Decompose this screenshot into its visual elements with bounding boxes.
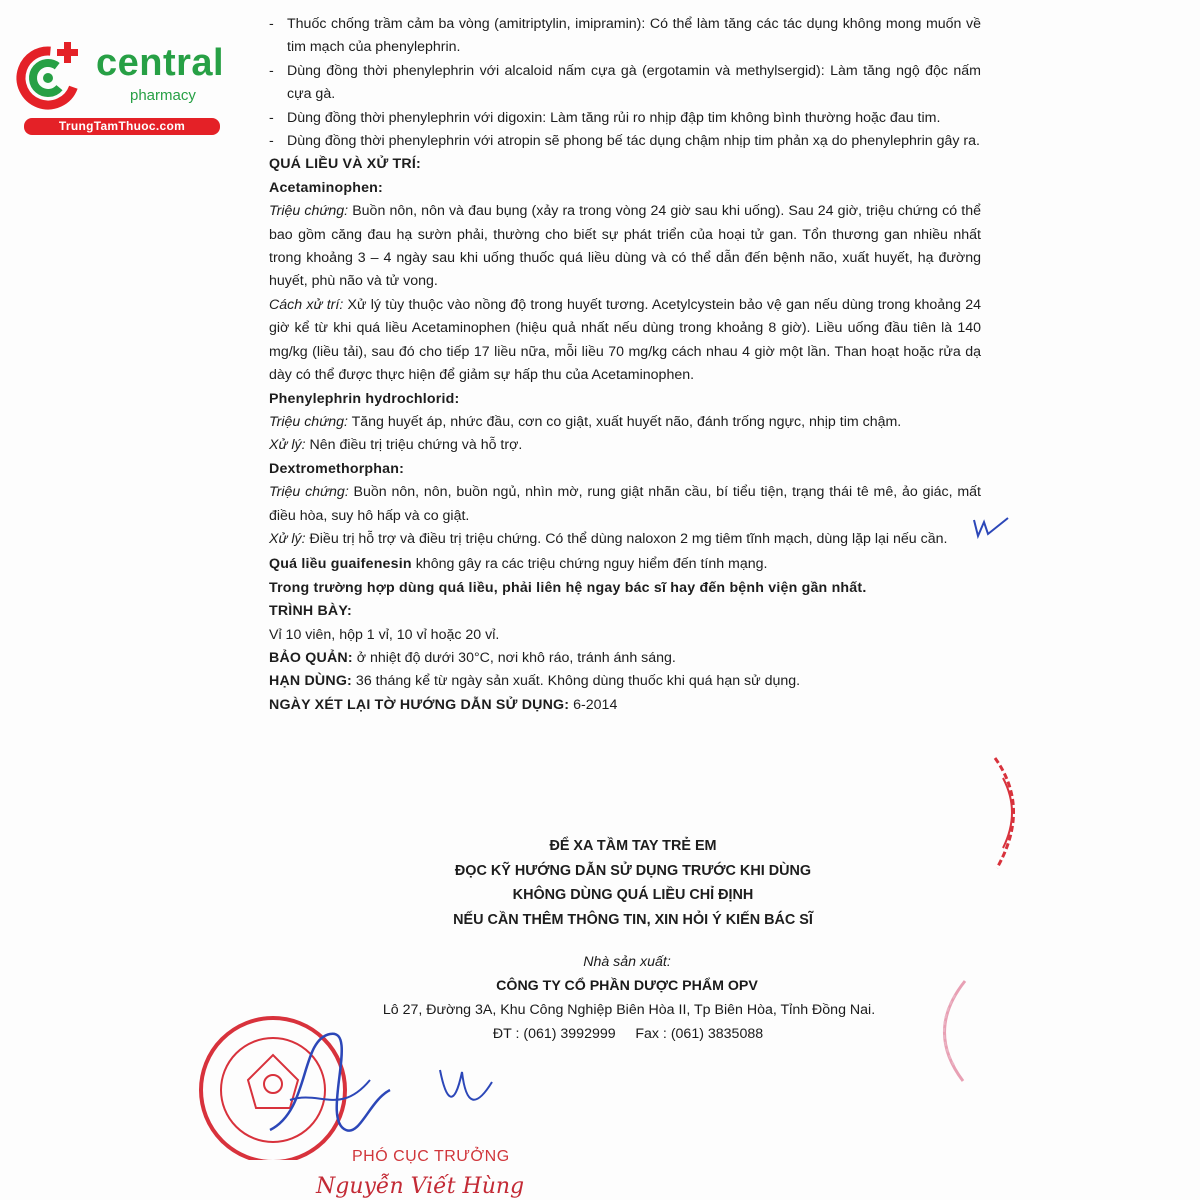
phenylephrin-symptoms — [269, 411, 981, 434]
pharmacy-cross-icon — [12, 38, 88, 114]
guaifenesin-label: Quá liều guaifenesin — [269, 556, 412, 573]
warning-line: ĐỂ XA TẦM TAY TRẺ EM — [549, 838, 717, 854]
interaction-text: Dùng đồng thời phenylephrin với atropin sẽ phong bế tác dụng chậm nhịp tim phản xạ do phenylephrin gây ra. — [287, 133, 980, 150]
guaifenesin-text: không gây ra các triệu chứng nguy hiểm đến tính mạng. — [411, 556, 768, 573]
treatment-label: Xử lý: — [269, 437, 306, 454]
list-item: - Dùng đồng thời phenylephrin với atropin sẽ phong bế tác dụng chậm nhịp tim phản xạ do phenylephrin gây ra. — [269, 130, 981, 153]
manufacturer-address: Lô 27, Đường 3A, Khu Công Nghiệp Biên Hòa II, Tp Biên Hòa, Tỉnh Đồng Nai. — [382, 1002, 876, 1018]
manufacturer-phone: ĐT : (061) 3992999 Fax : (061) 3835088 — [492, 1026, 764, 1042]
central-pharmacy-logo[interactable] — [12, 38, 225, 138]
leaflet-body — [269, 13, 981, 717]
logo-tagline: pharmacy — [130, 87, 196, 104]
signature-icon — [250, 1020, 400, 1150]
manufacturer-name: CÔNG TY CỔ PHẦN DƯỢC PHẨM OPV — [496, 978, 758, 994]
signatory-title: PHÓ CỤC TRƯỞNG — [352, 1148, 510, 1165]
presentation-heading: TRÌNH BÀY: — [269, 603, 352, 620]
expiry-line — [269, 670, 981, 693]
overdose-advice: Trong trường hợp dùng quá liều, phải liên hệ ngay bác sĩ hay đến bệnh viện gần nhất. — [269, 579, 867, 596]
phenylephrin-title: Phenylephrin hydrochlorid: — [269, 390, 460, 407]
manufacturer-label: Nhà sản xuất: — [583, 954, 671, 970]
list-item: - Dùng đồng thời phenylephrin với alcaloid nấm cựa gà (ergotamin và methylsergid): Làm tăng ngộ độc nấm cựa gà. — [269, 60, 981, 107]
logo-brand: central — [96, 42, 225, 84]
storage-line — [269, 647, 981, 670]
dextromethorphan-symptoms — [269, 481, 981, 528]
guaifenesin-note — [269, 553, 981, 576]
dextromethorphan-title: Dextromethorphan: — [269, 460, 405, 477]
overdose-heading: QUÁ LIỀU VÀ XỬ TRÍ: — [269, 156, 421, 173]
symptom-label: Triệu chứng: — [269, 413, 348, 430]
treatment-text: Nên điều trị triệu chứng và hỗ trợ. — [305, 437, 523, 454]
initial-signature-icon — [432, 1060, 502, 1116]
signatory-name: Nguyễn Viết Hùng — [316, 1174, 525, 1199]
symptom-label: Triệu chứng: — [269, 203, 349, 220]
acetaminophen-symptoms — [269, 200, 981, 294]
presentation-text: Vỉ 10 viên, hộp 1 vỉ, 10 vỉ hoặc 20 vỉ. — [269, 626, 500, 643]
phenylephrin-treatment — [269, 434, 981, 457]
review-date-text: 6-2014 — [569, 696, 618, 713]
faint-stamp-icon — [915, 975, 975, 1090]
treatment-text: Xử lý tùy thuộc vào nồng độ trong huyết tương. Acetylcystein bảo vệ gan nếu dùng trong khoảng 24 giờ kể từ khi quá liều Acetaminophen (hiệu quả nhất nếu dùng trong khoảng 8 giờ). Liều uống đầu tiên là 140 mg/kg (liều tải), sau đó cho tiếp 17 liều nữa, mỗi liều 70 mg/kg cách nhau 4 giờ một lần. Than hoạt hoặc rửa dạ dày có thể được thực hiện để giảm sự hấp thu của Acetaminophen. — [269, 296, 981, 384]
symptom-text: Buồn nôn, nôn và đau bụng (xảy ra trong vòng 24 giờ sau khi uống). Sau 24 giờ, triệu chứng có thể bao gồm căng đau hạ sườn phải, thường cho biết sự phát triển của hoại tử gan. Tổn thương gan nhiều nhất trong khoảng 3 – 4 ngày sau khi uống thuốc quá liều dùng và có thể dẫn đến bệnh não, xuất huyết, hạ đường huyết, phù não và tử vong. — [269, 203, 981, 290]
review-date-line — [269, 694, 981, 717]
list-item: - Thuốc chống trầm cảm ba vòng (amitriptylin, imipramin): Có thể làm tăng các tác dụng không mong muốn về tim mạch của phenylephrin. — [269, 13, 981, 60]
warning-line: KHÔNG DÙNG QUÁ LIỀU CHỈ ĐỊNH — [512, 887, 754, 903]
interaction-text: Thuốc chống trầm cảm ba vòng (amitriptylin, imipramin): Có thể làm tăng các tác dụng không mong muốn về tim mạch của phenylephrin. — [287, 16, 981, 56]
list-item: - Dùng đồng thời phenylephrin với digoxin: Làm tăng rủi ro nhịp đập tim không bình thường hoặc đau tim. — [269, 107, 981, 130]
acetaminophen-title: Acetaminophen: — [269, 179, 383, 196]
symptom-label: Triệu chứng: — [269, 484, 349, 501]
partial-stamp-icon — [985, 748, 1035, 878]
interaction-text: Dùng đồng thời phenylephrin với alcaloid nấm cựa gà (ergotamin và methylsergid): Làm tăng ngộ độc nấm cựa gà. — [287, 62, 981, 103]
interaction-text: Dùng đồng thời phenylephrin với digoxin: Làm tăng rủi ro nhịp đập tim không bình thường hoặc đau tim. — [287, 109, 941, 126]
warning-line: ĐỌC KỸ HƯỚNG DẪN SỬ DỤNG TRƯỚC KHI DÙNG — [454, 862, 812, 879]
treatment-text: Điều trị hỗ trợ và điều trị triệu chứng. Có thể dùng naloxon 2 mg tiêm tĩnh mạch, dùng lặp lại nếu cần. — [305, 530, 948, 547]
treatment-label: Cách xử trí: — [269, 296, 344, 313]
dextromethorphan-treatment — [269, 528, 981, 551]
symptom-text: Buồn nôn, nôn, buồn ngủ, nhìn mờ, rung giật nhãn cầu, bí tiểu tiện, trạng thái tê mê, ảo giác, mất điều hòa, suy hô hấp và co giật. — [269, 484, 981, 524]
review-date-label: NGÀY XÉT LẠI TỜ HƯỚNG DẪN SỬ DỤNG: — [269, 696, 570, 713]
logo-url[interactable]: TrungTamThuoc.com — [24, 118, 220, 135]
expiry-text: 36 tháng kể từ ngày sản xuất. Không dùng thuốc khi quá hạn sử dụng. — [351, 673, 801, 690]
acetaminophen-treatment — [269, 294, 981, 388]
storage-text: ở nhiệt độ dưới 30°C, nơi khô ráo, tránh ánh sáng. — [352, 649, 676, 666]
storage-label: BẢO QUẢN: — [269, 649, 353, 666]
warning-line: NẾU CẦN THÊM THÔNG TIN, XIN HỎI Ý KIẾN BÁC SĨ — [453, 911, 813, 928]
treatment-label: Xử lý: — [269, 530, 306, 547]
symptom-text: Tăng huyết áp, nhức đầu, cơn co giật, xuất huyết não, đánh trống ngực, nhịp tim chậm. — [347, 413, 902, 430]
expiry-label: HẠN DÙNG: — [269, 673, 352, 690]
initials-mark-icon — [968, 512, 1014, 542]
